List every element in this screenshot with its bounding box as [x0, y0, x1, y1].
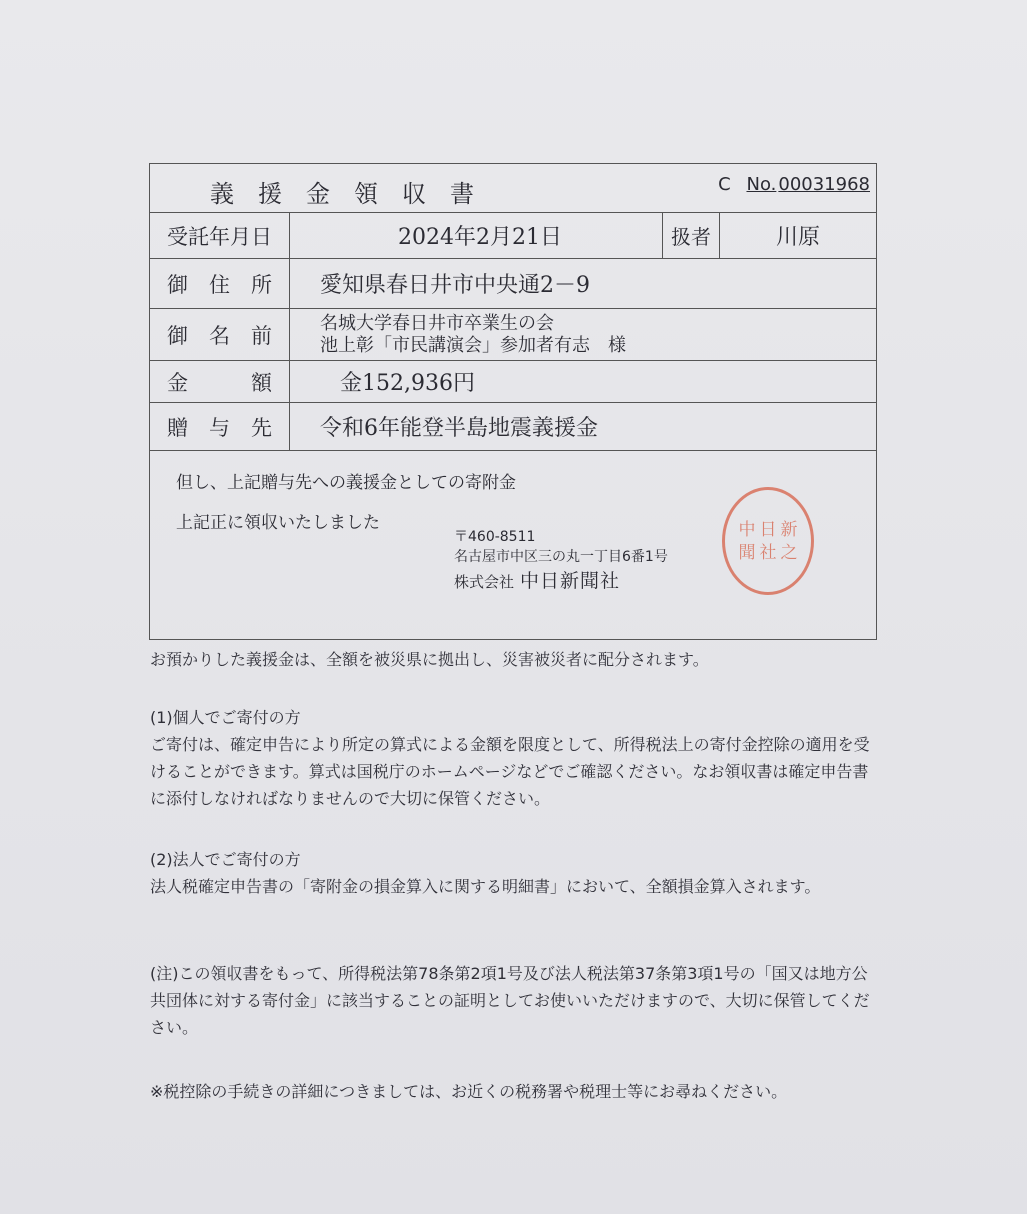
- seal-characters: [735, 519, 801, 564]
- corporate-section: [150, 846, 870, 900]
- intro-text: お預かりした義援金は、全額を被災県に拠出し、災害被災者に配分されます。: [150, 650, 709, 669]
- address-label: 御 住 所: [150, 259, 290, 308]
- seal-character: 新: [780, 519, 798, 540]
- individual-section: [150, 704, 870, 812]
- legal-note-body: (注)この領収書をもって、所得税法第78条第2項1号及び法人税法第37条第3項1号の「国又は地方公共団体に対する寄付金」に該当することの証明としてお使いいただけますので、大切に保管してください。: [150, 964, 870, 1037]
- seal-character: 社: [759, 542, 777, 563]
- recipient-label: 贈 与 先: [150, 403, 290, 450]
- address-row: [150, 259, 876, 309]
- legal-note-section: [150, 960, 870, 1041]
- issuer-block: [454, 527, 668, 592]
- amount-label: 金 額: [150, 361, 290, 402]
- recipient-value: 令和6年能登半島地震義援金: [320, 416, 598, 441]
- receipt-title-row: [150, 164, 876, 213]
- donation-intro: [150, 646, 870, 673]
- name-line-2: 池上彰「市民講演会」参加者有志 様: [320, 334, 626, 356]
- date-row: [150, 213, 876, 259]
- amount-value: 金152,936円: [340, 371, 475, 396]
- seal-character: 日: [759, 519, 777, 540]
- statement-purpose: 但し、上記贈与先への義援金としての寄附金: [176, 473, 516, 493]
- serial-prefix: C: [718, 174, 731, 195]
- address-value: 愛知県春日井市中央通2－9: [320, 273, 590, 298]
- issuer-company-prefix: 株式会社: [454, 573, 515, 591]
- handler-value: 川原: [775, 225, 820, 250]
- statement-received: 上記正に領収いたしました: [176, 513, 380, 533]
- seal-character: 中: [738, 519, 756, 540]
- date-label: 受託年月日: [150, 213, 290, 258]
- issuer-company-name: 中日新聞社: [520, 570, 621, 592]
- serial-number-block: [718, 174, 870, 195]
- individual-heading: (1)個人でご寄付の方: [150, 708, 301, 727]
- tax-procedure-body: ※税控除の手続きの詳細につきましては、お近くの税務署や税理士等にお尋ねください。: [150, 1082, 788, 1101]
- receipt-title: 義 援 金 領 収 書: [210, 180, 474, 208]
- name-row: [150, 309, 876, 361]
- company-seal-stamp: [722, 487, 814, 595]
- amount-row: [150, 361, 876, 403]
- recipient-row: [150, 403, 876, 451]
- issuer-address: 名古屋市中区三の丸一丁目6番1号: [454, 549, 668, 565]
- issuer-company: [454, 571, 668, 592]
- serial-number: 00031968: [778, 174, 870, 195]
- corporate-body: 法人税確定申告書の「寄附金の損金算入に関する明細書」において、全額損金算入されます。: [150, 877, 821, 896]
- serial-no-label: No.: [746, 174, 777, 195]
- seal-character: 之: [780, 542, 798, 563]
- donation-receipt: [149, 163, 877, 640]
- issuer-postal: 〒460-8511: [454, 529, 536, 545]
- seal-character: 聞: [738, 542, 756, 563]
- date-value: 2024年2月21日: [398, 225, 562, 250]
- individual-body: ご寄付は、確定申告により所定の算式による金額を限度として、所得税法上の寄付金控除の適用を受けることができます。算式は国税庁のホームページなどでご確認ください。なお領収書は確定申告書に添付しなければなりませんので大切に保管ください。: [150, 735, 870, 808]
- handler-label: 扱者: [662, 213, 720, 258]
- name-label: 御 名 前: [150, 309, 290, 360]
- name-line-1: 名城大学春日井市卒業生の会: [320, 312, 554, 334]
- corporate-heading: (2)法人でご寄付の方: [150, 850, 301, 869]
- tax-procedure-section: [150, 1078, 870, 1105]
- name-value: [310, 309, 876, 360]
